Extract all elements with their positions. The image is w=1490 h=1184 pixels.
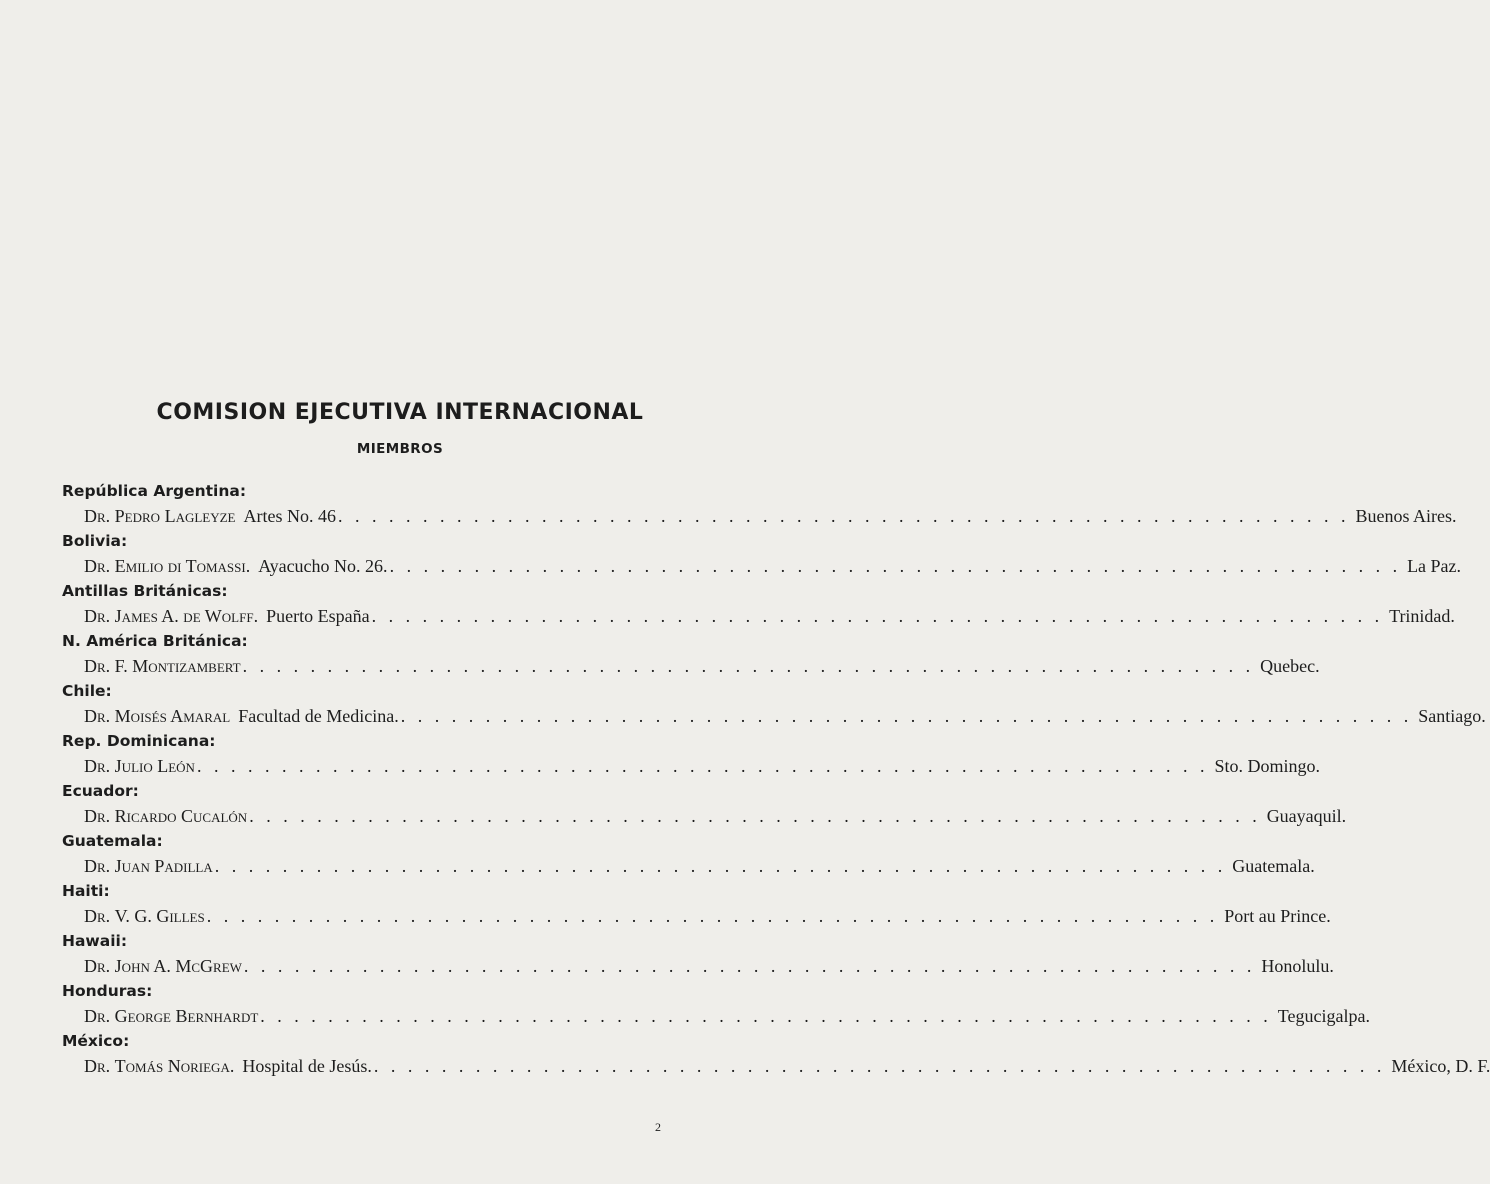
- member-name: V. G. Gilles: [114, 906, 205, 926]
- member-city: Quebec.: [1260, 656, 1320, 676]
- member-city: Tegucigalpa.: [1277, 1006, 1370, 1026]
- page-number: 2: [655, 1120, 661, 1134]
- dot-leader: . . . . . . . . . . . . . . . . . . . . . . . . . . . . . . . . . . . . . . . . . . . . . . . . . . . . . . . . . . . .: [249, 806, 1261, 826]
- member-city: La Paz.: [1407, 556, 1462, 576]
- country-heading: N. América Británica:: [62, 632, 248, 650]
- member-name: James A. de Wolff.: [114, 606, 259, 626]
- dot-leader: . . . . . . . . . . . . . . . . . . . . . . . . . . . . . . . . . . . . . . . . . . . . . . . . . . . . . . . . . . . .: [206, 906, 1219, 926]
- dot-leader: . . . . . . . . . . . . . . . . . . . . . . . . . . . . . . . . . . . . . . . . . . . . . . . . . . . . . . . . . . . .: [400, 706, 1413, 726]
- member-title: Dr.: [84, 606, 115, 626]
- member-name: Moisés Amaral: [114, 706, 231, 726]
- country-heading: Antillas Británicas:: [62, 582, 228, 600]
- member-title: Dr.: [84, 1056, 115, 1076]
- dot-leader: . . . . . . . . . . . . . . . . . . . . . . . . . . . . . . . . . . . . . . . . . . . . . . . . . . . . . . . . . . . .: [260, 1006, 1272, 1026]
- country-heading: México:: [62, 1032, 130, 1050]
- member-title: Dr.: [84, 706, 115, 726]
- country-heading: Guatemala:: [62, 832, 163, 850]
- dot-leader: . . . . . . . . . . . . . . . . . . . . . . . . . . . . . . . . . . . . . . . . . . . . . . . . . . . . . . . . . . . .: [214, 856, 1227, 876]
- dot-leader: . . . . . . . . . . . . . . . . . . . . . . . . . . . . . . . . . . . . . . . . . . . . . . . . . . . . . . . . . . . .: [373, 1056, 1386, 1076]
- member-name: John A. McGrew: [114, 956, 242, 976]
- member-title: Dr.: [84, 856, 115, 876]
- member-name: Tomás Noriega.: [114, 1056, 235, 1076]
- member-title: Dr.: [84, 656, 115, 676]
- member-name: Juan Padilla: [114, 856, 213, 876]
- member-entry: [62, 854, 1315, 879]
- country-heading: Haiti:: [62, 882, 110, 900]
- country-heading: Bolivia:: [62, 532, 128, 550]
- member-title: Dr.: [84, 556, 115, 576]
- member-entry: [62, 1004, 1370, 1029]
- member-city: Buenos Aires.: [1355, 506, 1457, 526]
- member-address: Hospital de Jesús.: [242, 1056, 372, 1076]
- member-name: Ricardo Cucalón: [114, 806, 248, 826]
- member-city: Port au Prince.: [1224, 906, 1331, 926]
- member-address: Ayacucho No. 26.: [258, 556, 388, 576]
- member-title: Dr.: [84, 956, 115, 976]
- member-name: Emilio di Tomassi.: [114, 556, 251, 576]
- member-entry: [62, 804, 1347, 829]
- member-city: Guatemala.: [1232, 856, 1315, 876]
- dot-leader: . . . . . . . . . . . . . . . . . . . . . . . . . . . . . . . . . . . . . . . . . . . . . . . . . . . . . . . . . . . .: [371, 606, 1384, 626]
- member-city: Sto. Domingo.: [1214, 756, 1320, 776]
- member-list: [62, 479, 1490, 1079]
- member-entry: [62, 704, 1486, 729]
- country-heading: Honduras:: [62, 982, 153, 1000]
- member-name: Pedro Lagleyze: [114, 506, 236, 526]
- country-heading: República Argentina:: [62, 482, 247, 500]
- member-address: Facultad de Medicina.: [238, 706, 399, 726]
- section-subtitle: MIEMBROS: [356, 441, 444, 457]
- page-title: COMISION EJECUTIVA INTERNACIONAL: [156, 400, 644, 425]
- dot-leader: . . . . . . . . . . . . . . . . . . . . . . . . . . . . . . . . . . . . . . . . . . . . . . . . . . . . . . . . . . . .: [338, 506, 1350, 526]
- member-title: Dr.: [84, 756, 115, 776]
- country-heading: Hawaii:: [62, 932, 128, 950]
- member-title: Dr.: [84, 806, 115, 826]
- member-entry: [62, 904, 1331, 929]
- member-title: Dr.: [84, 1006, 115, 1026]
- member-entry: [62, 1054, 1490, 1079]
- member-city: Trinidad.: [1389, 606, 1455, 626]
- member-address: Puerto España: [266, 606, 370, 626]
- dot-leader: . . . . . . . . . . . . . . . . . . . . . . . . . . . . . . . . . . . . . . . . . . . . . . . . . . . . . . . . . . . .: [242, 656, 1255, 676]
- member-entry: [62, 954, 1334, 979]
- member-title: Dr.: [84, 906, 115, 926]
- member-city: Honolulu.: [1261, 956, 1334, 976]
- member-city: Santiago.: [1418, 706, 1486, 726]
- country-heading: Rep. Dominicana:: [62, 732, 216, 750]
- member-entry: [62, 554, 1462, 579]
- member-entry: [62, 504, 1457, 529]
- member-name: Julio León: [114, 756, 195, 776]
- member-entry: [62, 754, 1320, 779]
- member-entry: [62, 604, 1455, 629]
- member-address: Artes No. 46: [243, 506, 336, 526]
- member-city: Guayaquil.: [1266, 806, 1347, 826]
- member-entry: [62, 654, 1320, 679]
- dot-leader: . . . . . . . . . . . . . . . . . . . . . . . . . . . . . . . . . . . . . . . . . . . . . . . . . . . . . . . . . . . .: [243, 956, 1256, 976]
- member-name: F. Montizambert: [114, 656, 241, 676]
- dot-leader: . . . . . . . . . . . . . . . . . . . . . . . . . . . . . . . . . . . . . . . . . . . . . . . . . . . . . . . . . . . .: [196, 756, 1209, 776]
- member-title: Dr.: [84, 506, 115, 526]
- country-heading: Chile:: [62, 682, 112, 700]
- country-heading: Ecuador:: [62, 782, 139, 800]
- member-name: George Bernhardt: [114, 1006, 259, 1026]
- dot-leader: . . . . . . . . . . . . . . . . . . . . . . . . . . . . . . . . . . . . . . . . . . . . . . . . . . . . . . . . . . . .: [389, 556, 1402, 576]
- member-city: México, D. F.: [1391, 1056, 1490, 1076]
